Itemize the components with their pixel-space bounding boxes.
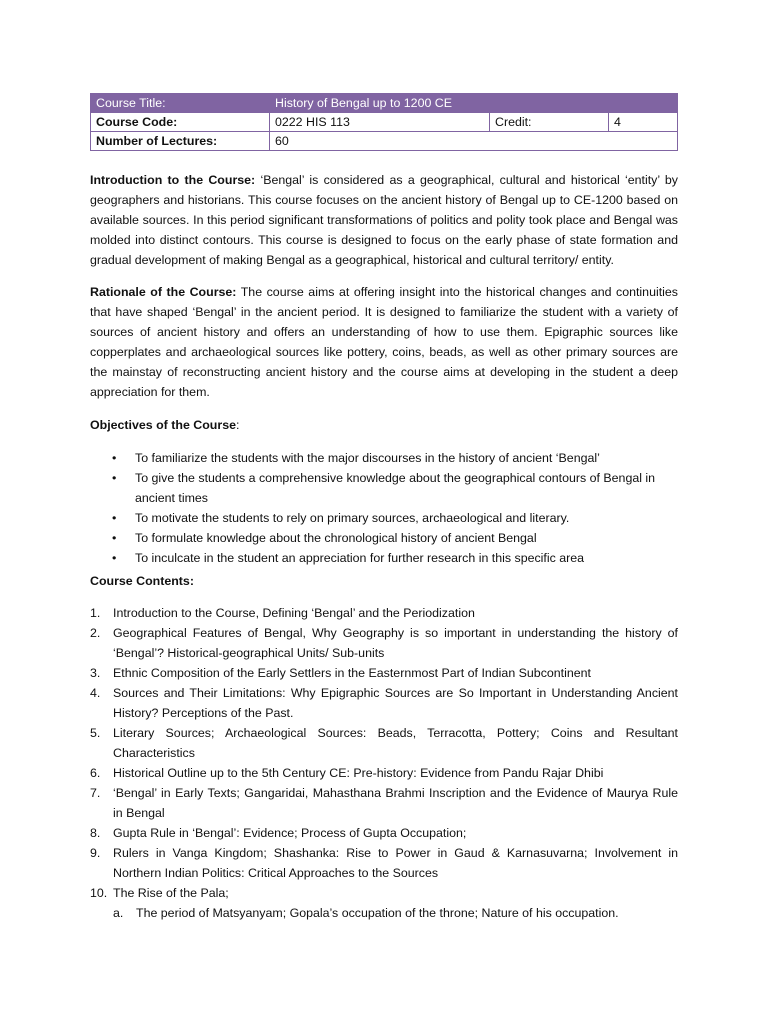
content-subitem <box>113 903 678 923</box>
content-number: 10. <box>90 886 108 900</box>
introduction-section <box>90 170 678 270</box>
content-number: 6. <box>90 766 101 780</box>
lectures-value: 60 <box>270 132 678 151</box>
objectives-heading: Objectives of the Course <box>90 418 236 432</box>
content-item <box>90 843 678 883</box>
credit-value: 4 <box>609 113 678 132</box>
content-number: 5. <box>90 726 101 740</box>
content-text: Historical Outline up to the 5th Century CE: Pre-history: Evidence from Pandu Rajar Dhibi <box>113 766 604 780</box>
content-item <box>90 783 678 823</box>
content-number: 9. <box>90 846 101 860</box>
objective-item <box>90 468 678 508</box>
bullet-icon: • <box>112 531 117 545</box>
content-text: Sources and Their Limitations: Why Epigraphic Sources are So Important in Understanding Ancient History? Perceptions of the Past. <box>113 686 678 720</box>
course-info-table <box>90 93 678 151</box>
content-number: 4. <box>90 686 101 700</box>
lectures-label: Number of Lectures: <box>91 132 270 151</box>
course-title-value: History of Bengal up to 1200 CE <box>270 94 678 113</box>
objective-item <box>90 448 678 468</box>
content-text: Geographical Features of Bengal, Why Geography is so important in understanding the history of ‘Bengal’? Historical-geographical Units/ Sub-units <box>113 626 678 660</box>
introduction-paragraph <box>90 170 678 270</box>
objective-text: To formulate knowledge about the chronological history of ancient Bengal <box>135 531 537 545</box>
rationale-text: The course aims at offering insight into the historical changes and continuities that have shaped ‘Bengal’ in the ancient period. It is designed to familiarize the student with a variety of sources of ancient history and offers an understanding of how to use them. Epigraphic sources like copperplates and archaeological sources like pottery, coins, beads, as well as other primary sources are the mainstay of reconstructing ancient history and the course aims at developing in the student a deep appreciation for them. <box>90 285 678 399</box>
contents-list-block <box>90 603 678 923</box>
objective-item <box>90 528 678 548</box>
content-item <box>90 663 678 683</box>
objective-text: To inculcate in the student an appreciation for further research in this specific area <box>135 551 585 565</box>
credit-label: Credit: <box>490 113 609 132</box>
course-code-row <box>91 113 678 132</box>
content-item <box>90 683 678 723</box>
subitem-letter: a. <box>113 906 124 920</box>
content-item <box>90 623 678 663</box>
subitem-text: The period of Matsyanyam; Gopala’s occupation of the throne; Nature of his occupation. <box>136 906 619 920</box>
contents-list <box>90 603 678 923</box>
course-code-label: Course Code: <box>91 113 270 132</box>
content-number: 7. <box>90 786 101 800</box>
content-text: Ethnic Composition of the Early Settlers in the Easternmost Part of Indian Subcontinent <box>113 666 591 680</box>
content-item <box>90 823 678 843</box>
course-title-label: Course Title: <box>91 94 270 113</box>
rationale-heading: Rationale of the Course: <box>90 285 237 299</box>
objectives-list-block <box>90 448 678 568</box>
contents-heading-block <box>90 571 678 591</box>
objective-item <box>90 508 678 528</box>
content-number: 2. <box>90 626 101 640</box>
content-sublist <box>113 903 678 923</box>
content-item <box>90 603 678 623</box>
content-item <box>90 723 678 763</box>
contents-heading: Course Contents: <box>90 574 194 588</box>
objective-text: To motivate the students to rely on primary sources, archaeological and literary. <box>135 511 570 525</box>
content-text: ‘Bengal’ in Early Texts; Gangaridai, Mahasthana Brahmi Inscription and the Evidence of Maurya Rule in Bengal <box>113 786 678 820</box>
content-text: Gupta Rule in ‘Bengal’: Evidence; Process of Gupta Occupation; <box>113 826 467 840</box>
content-number: 8. <box>90 826 101 840</box>
bullet-icon: • <box>112 511 117 525</box>
content-text: The Rise of the Pala; <box>113 886 229 900</box>
objective-text: To familiarize the students with the major discourses in the history of ancient ‘Bengal’ <box>135 451 600 465</box>
content-text: Introduction to the Course, Defining ‘Bengal’ and the Periodization <box>113 606 475 620</box>
objectives-list <box>90 448 678 568</box>
objectives-colon: : <box>235 418 240 432</box>
content-item <box>90 883 678 923</box>
objective-item <box>90 548 678 568</box>
content-item <box>90 763 678 783</box>
bullet-icon: • <box>112 451 117 465</box>
lectures-row <box>91 132 678 151</box>
objectives-heading-block <box>90 415 678 435</box>
content-number: 3. <box>90 666 101 680</box>
objective-text: To give the students a comprehensive knowledge about the geographical contours of Bengal in ancient times <box>135 471 656 505</box>
course-title-row <box>91 94 678 113</box>
bullet-icon: • <box>112 471 117 485</box>
content-text: Literary Sources; Archaeological Sources: Beads, Terracotta, Pottery; Coins and Resultant Characteristics <box>113 726 678 760</box>
content-text: Rulers in Vanga Kingdom; Shashanka: Rise to Power in Gaud & Karnasuvarna; Involvement in Northern Indian Politics: Critical Approaches to the Sources <box>113 846 678 880</box>
course-code-value: 0222 HIS 113 <box>270 113 490 132</box>
introduction-heading: Introduction to the Course: <box>90 173 256 187</box>
bullet-icon: • <box>112 551 117 565</box>
rationale-section <box>90 282 678 402</box>
rationale-paragraph <box>90 282 678 402</box>
content-number: 1. <box>90 606 101 620</box>
introduction-text: ‘Bengal’ is considered as a geographical, cultural and historical ‘entity’ by geographers and historians. This course focuses on the ancient history of Bengal up to CE-1200 based on available sources. In this period significant transformations of politics and polity took place and Bengal was molded into distinct contours. This course is designed to focus on the early phase of state formation and gradual development of making Bengal as a geographical, historical and cultural territory/ entity. <box>90 173 678 267</box>
